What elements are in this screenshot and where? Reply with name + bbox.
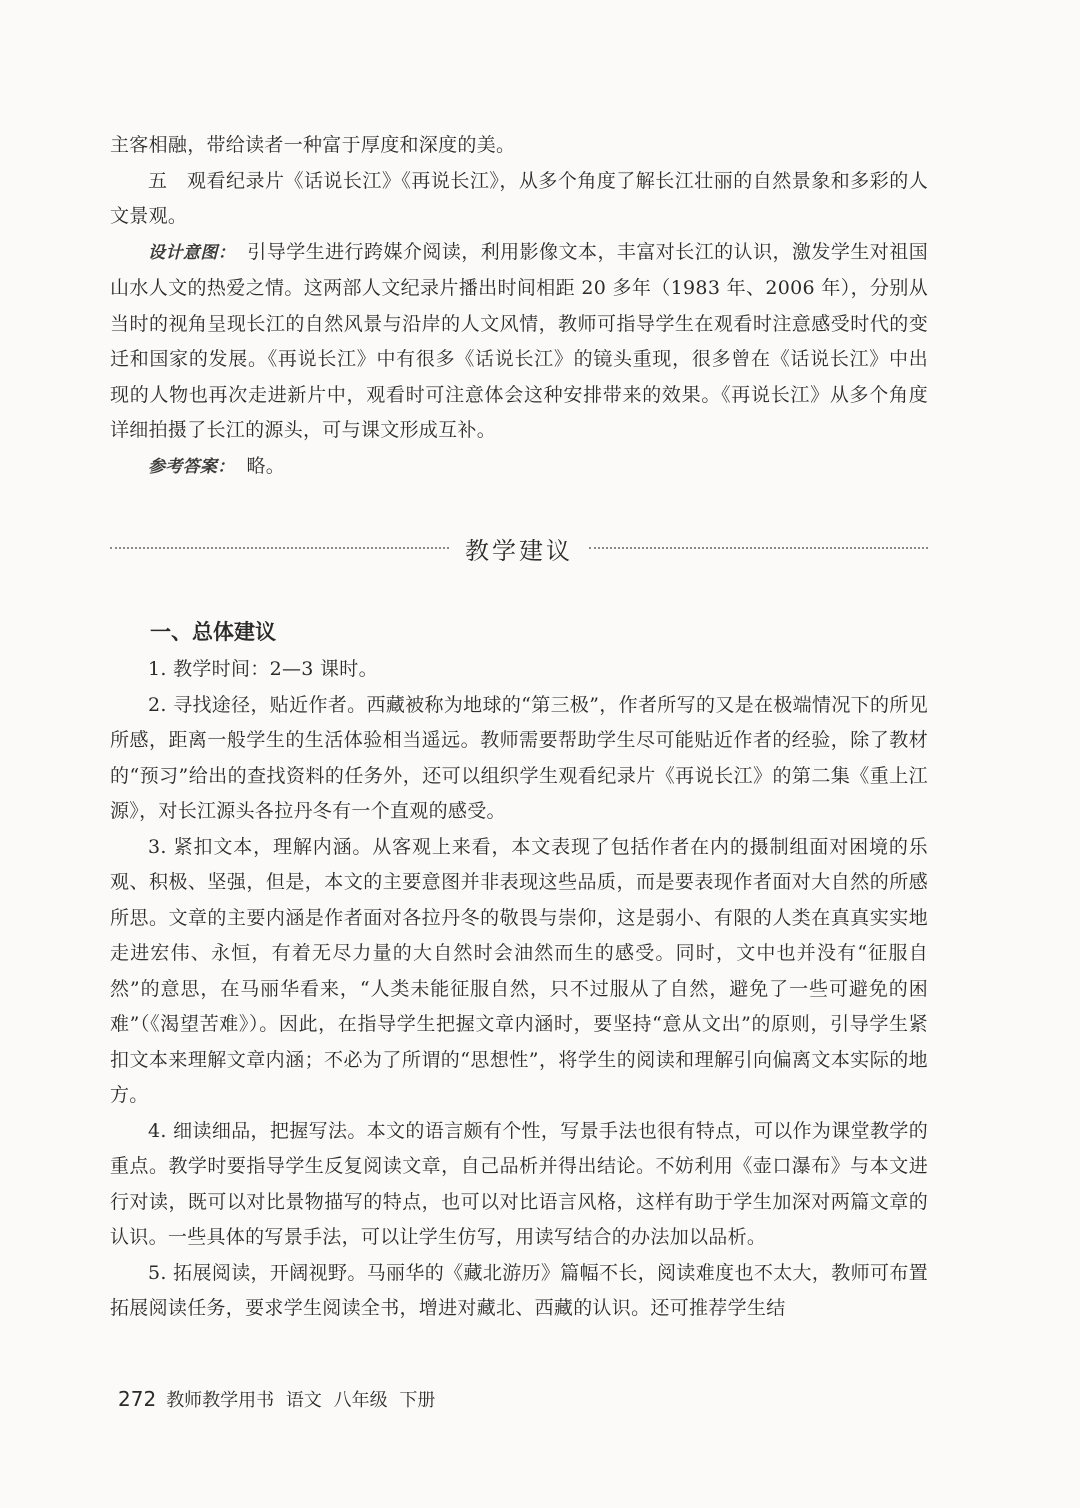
design-intent-label: 设计意图： <box>148 242 236 263</box>
suggestion-item: 2. 寻找途径，贴近作者。西藏被称为地球的“第三极”，作者所写的又是在极端情况下的所见所感，距离一般学生的生活体验相当遥远。教师需要帮助学生尽可能贴近作者的经验，除了教材的“预习”给出的查找资料的任务外，还可以组织学生观看纪录片《再说长江》的第二集《重上江源》，对长江源头各拉丹冬有一个直观的感受。 <box>110 693 928 822</box>
section-divider <box>110 530 928 566</box>
divider-dots-right <box>589 547 928 549</box>
exercise-five: 五 观看纪录片《话说长江》《再说长江》，从多个角度了解长江壮丽的自然景象和多彩的人文景观。 <box>110 169 928 227</box>
reference-answer-text: 略。 <box>246 454 286 477</box>
top-section <box>110 128 928 485</box>
book-title: 教师教学用书 语文 八年级 下册 <box>166 1390 436 1411</box>
continuation-paragraph: 主客相融，带给读者一种富于厚度和深度的美。 <box>110 134 516 156</box>
suggestion-item: 3. 紧扣文本，理解内涵。从客观上来看，本文表现了包括作者在内的摄制组面对困境的乐观、积极、坚强，但是，本文的主要意图并非表现这些品质，而是要表现作者面对大自然的所感所思。文章的主要内涵是作者面对各拉丹冬的敬畏与崇仰，这是弱小、有限的人类在真真实实地走进宏伟、永恒，有着无尽力量的大自然时会油然而生的感受。同时，文中也并没有“征服自然”的意思，在马丽华看来，“人类未能征服自然，只不过服从了自然，避免了一些可避免的困难”（《渴望苦难》）。因此，在指导学生把握文章内涵时，要坚持“意从文出”的原则，引导学生紧扣文本来理解文章内涵；不必为了所谓的“思想性”，将学生的阅读和理解引向偏离文本实际的地方。 <box>110 835 928 1106</box>
reference-answer-paragraph <box>110 449 928 486</box>
suggestion-item: 5. 拓展阅读，开阔视野。马丽华的《藏北游历》篇幅不长，阅读难度也不太大，教师可布置拓展阅读任务，要求学生阅读全书，增进对藏北、西藏的认识。还可推荐学生结 <box>110 1261 928 1319</box>
design-intent-text: 引导学生进行跨媒介阅读，利用影像文本，丰富对长江的认识，激发学生对祖国山水人文的热爱之情。这两部人文纪录片播出时间相距 20 多年（1983 年、2006 年），分别从当时的视角呈现长江的自然风景与沿岸的人文风情，教师可指导学生在观看时注意感受时代的变迁和国家的发展。《再说长江》中有很多《话说长江》的镜头重现，很多曾在《话说长江》中出现的人物也再次走进新片中，观看时可注意体会这种安排带来的效果。《再说长江》从多个角度详细拍摄了长江的源头，可与课文形成互补。 <box>110 240 929 441</box>
section-title: 教学建议 <box>465 536 573 565</box>
subsection-heading: 一、总体建议 <box>150 620 276 644</box>
divider-dots-left <box>110 547 449 549</box>
reference-answer-label: 参考答案： <box>148 456 235 477</box>
suggestion-item: 1. 教学时间：2—3 课时。 <box>148 658 378 680</box>
suggestion-item: 4. 细读细品，把握写法。本文的语言颇有个性，写景手法也很有特点，可以作为课堂教学的重点。教学时要指导学生反复阅读文章，自己品析并得出结论。不妨利用《壶口瀑布》与本文进行对读，既可以对比景物描写的特点，也可以对比语言风格，这样有助于学生加深对两篇文章的认识。一些具体的写景手法，可以让学生仿写，用读写结合的办法加以品析。 <box>110 1119 928 1248</box>
design-intent-paragraph <box>110 235 928 449</box>
page-footer <box>118 1386 435 1412</box>
teaching-suggestions <box>110 614 928 1327</box>
page-number: 272 <box>118 1387 157 1411</box>
